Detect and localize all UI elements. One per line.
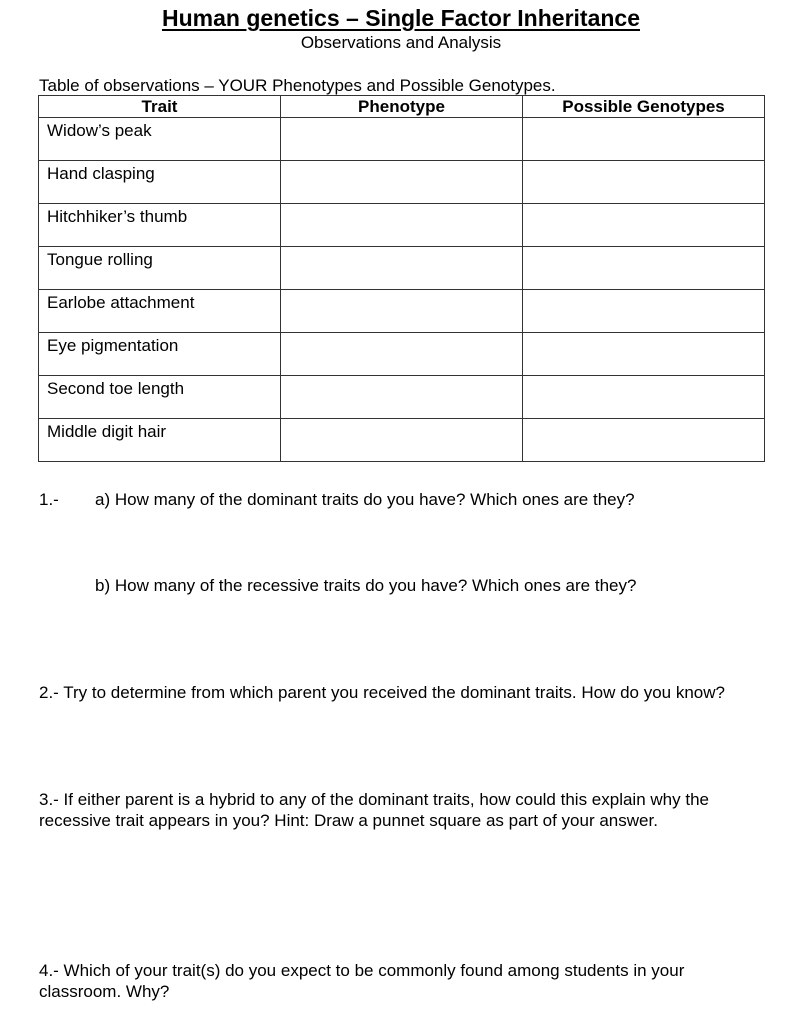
question-1-number: 1.- (39, 490, 59, 509)
table-header-row (39, 96, 765, 118)
trait-cell: Second toe length (39, 376, 281, 419)
table-row (39, 118, 765, 161)
column-header-trait: Trait (39, 96, 281, 118)
table-row (39, 290, 765, 333)
phenotype-cell[interactable] (281, 204, 523, 247)
phenotype-cell[interactable] (281, 161, 523, 204)
phenotype-cell[interactable] (281, 333, 523, 376)
genotypes-cell[interactable] (523, 376, 765, 419)
table-row (39, 419, 765, 462)
trait-cell: Eye pigmentation (39, 333, 281, 376)
question-1b: b) How many of the recessive traits do you have? Which ones are they? (95, 576, 637, 595)
genotypes-cell[interactable] (523, 333, 765, 376)
genotypes-cell[interactable] (523, 118, 765, 161)
question-4: 4.- Which of your trait(s) do you expect to be commonly found among students in your classroom. Why? (39, 961, 685, 1001)
phenotype-cell[interactable] (281, 376, 523, 419)
genotypes-cell[interactable] (523, 419, 765, 462)
trait-cell: Earlobe attachment (39, 290, 281, 333)
column-header-phenotype: Phenotype (281, 96, 523, 118)
phenotype-cell[interactable] (281, 118, 523, 161)
column-header-genotypes: Possible Genotypes (523, 96, 765, 118)
genotypes-cell[interactable] (523, 161, 765, 204)
trait-cell: Tongue rolling (39, 247, 281, 290)
question-2: 2.- Try to determine from which parent you received the dominant traits. How do you know? (39, 683, 725, 702)
genotypes-cell[interactable] (523, 247, 765, 290)
table-row (39, 333, 765, 376)
table-caption: Table of observations – YOUR Phenotypes and Possible Genotypes. (39, 76, 556, 95)
question-3: 3.- If either parent is a hybrid to any of the dominant traits, how could this explain why the recessive trait appears in you? Hint: Draw a punnet square as part of your answer. (39, 790, 709, 830)
phenotype-cell[interactable] (281, 247, 523, 290)
question-1a: a) How many of the dominant traits do you have? Which ones are they? (95, 490, 635, 509)
table-row (39, 161, 765, 204)
page-title: Human genetics – Single Factor Inheritance (161, 5, 640, 31)
table-row (39, 204, 765, 247)
genotypes-cell[interactable] (523, 204, 765, 247)
phenotype-cell[interactable] (281, 290, 523, 333)
genotypes-cell[interactable] (523, 290, 765, 333)
trait-cell: Widow’s peak (39, 118, 281, 161)
trait-cell: Middle digit hair (39, 419, 281, 462)
page-subtitle: Observations and Analysis (300, 33, 502, 52)
table-row (39, 247, 765, 290)
phenotype-cell[interactable] (281, 419, 523, 462)
table-row (39, 376, 765, 419)
observations-table (38, 95, 765, 462)
trait-cell: Hitchhiker’s thumb (39, 204, 281, 247)
trait-cell: Hand clasping (39, 161, 281, 204)
